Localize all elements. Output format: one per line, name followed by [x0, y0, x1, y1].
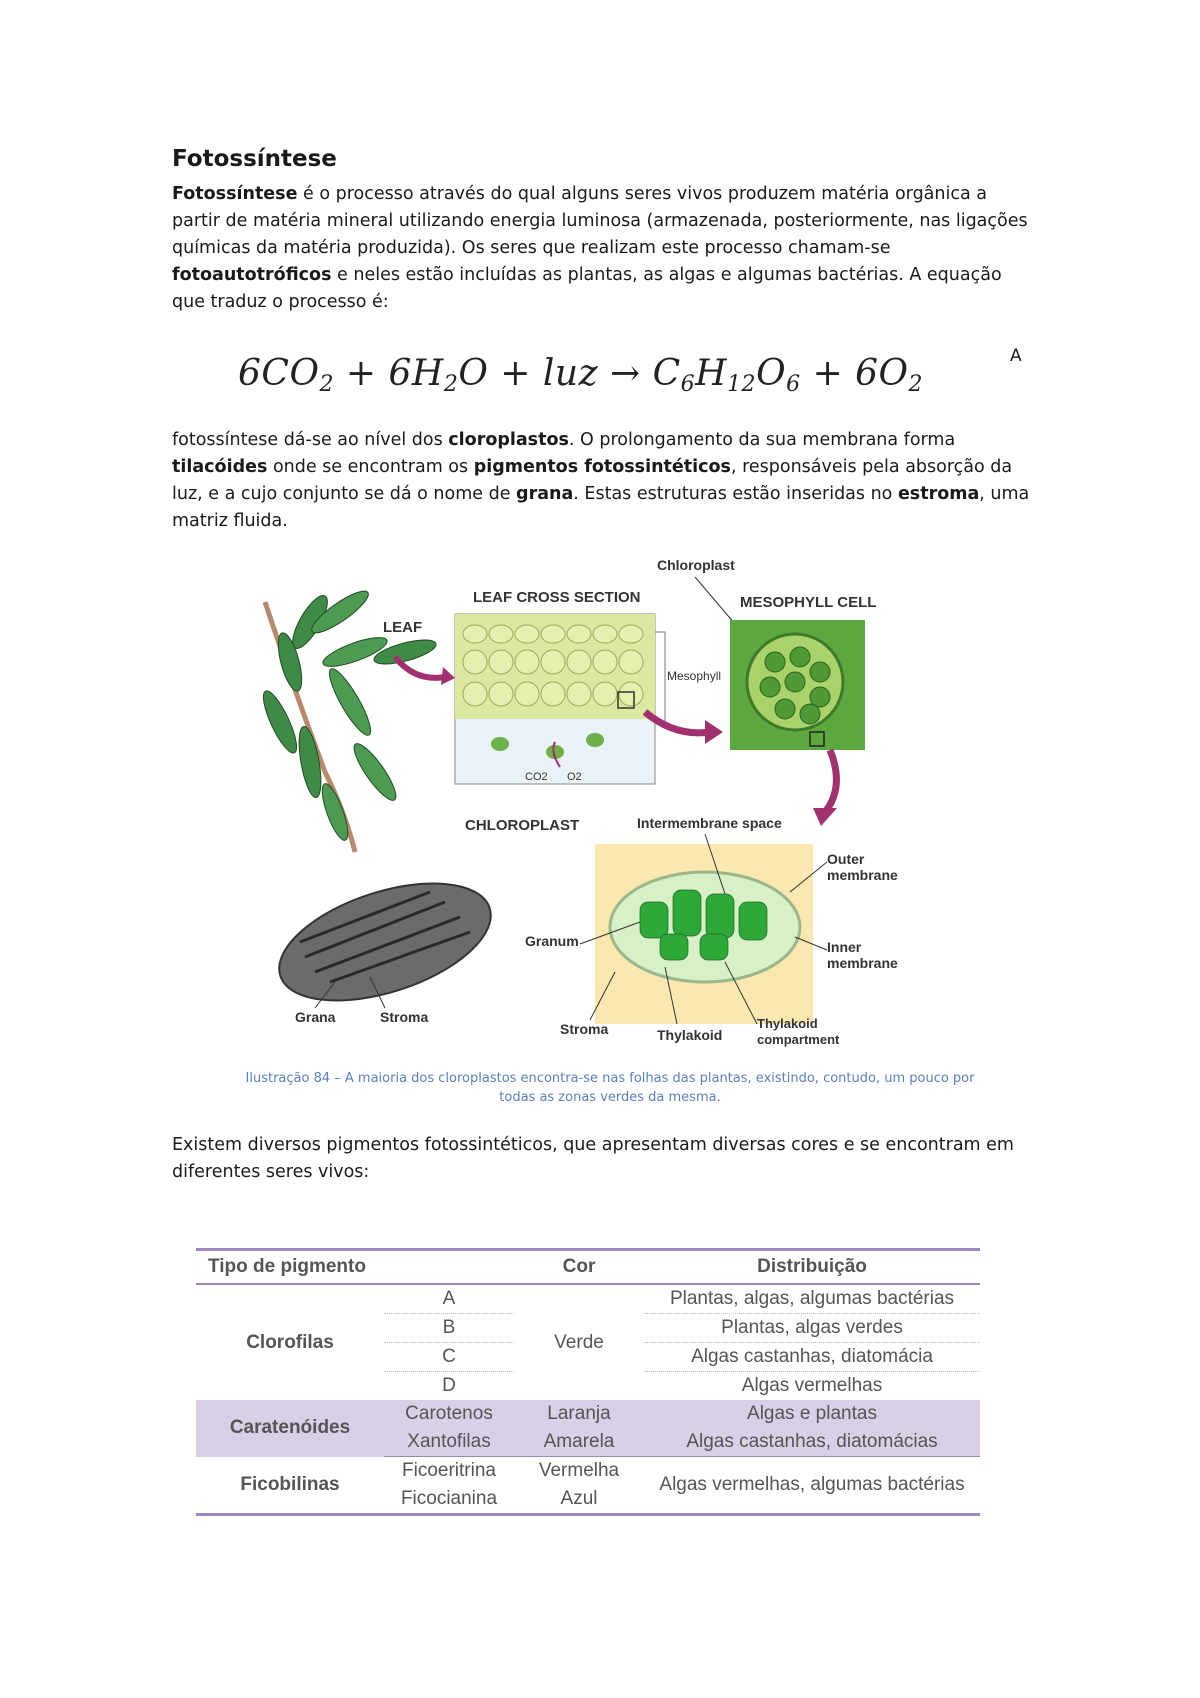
label-co2: CO2 — [525, 771, 548, 783]
figure-caption: Ilustração 84 – A maioria dos cloroplastos encontra-se nas folhas das plantas, existindo, contudo, um pouco por todas as zonas verdes da mesma. — [245, 1071, 975, 1105]
label-mesophyll-cell: MESOPHYLL CELL — [740, 594, 877, 611]
table-row: Ficocianina Azul — [196, 1485, 980, 1515]
label-outer-membrane-1: Outer — [827, 851, 865, 867]
label-outer-membrane-2: membrane — [827, 867, 898, 883]
table-header-row — [196, 1250, 980, 1285]
label-stroma-right: Stroma — [560, 1021, 609, 1037]
label-intermembrane: Intermembrane space — [637, 815, 782, 831]
chloroplast-paragraph: fotossíntese dá-se ao nível dos cloroplastos. O prolongamento da sua membrana forma tilacóides onde se encontram os pigmentos fotossintéticos, responsáveis pela absorção da luz, e a cujo conjunto se dá o nome de grana. Estas estruturas estão inseridas no estroma, uma matriz fluida. — [172, 430, 1030, 531]
term-estroma: estroma — [897, 484, 980, 504]
label-leaf-cross-section: LEAF CROSS SECTION — [473, 589, 641, 606]
label-thylakoid-compartment-2: compartment — [757, 1032, 840, 1047]
chloroplast-figure — [255, 557, 935, 1052]
label-chloroplast: Chloroplast — [657, 557, 735, 573]
term-cloroplastos: cloroplastos — [448, 430, 569, 450]
table-row: D Algas vermelhas — [442, 1375, 883, 1396]
term-fotoautotroficos: fotoautotróficos — [172, 265, 332, 285]
label-thylakoid-compartment-1: Thylakoid — [757, 1016, 818, 1031]
intro-text-a: é o processo através do qual alguns seres vivos produzem matéria orgânica a partir de matéria mineral utilizando energia luminosa (armazenada, posteriormente, nas ligações químicas da matéria produzida). Os seres que realizam este processo chamam-se — [172, 184, 1028, 258]
table-row: Clorofilas A Verde Plantas, algas, algumas bactérias — [196, 1284, 980, 1314]
label-mesophyll: Mesophyll — [667, 669, 722, 683]
pigment-table — [196, 1248, 980, 1516]
label-stroma-left: Stroma — [380, 1009, 429, 1025]
table-row: B Plantas, algas verdes — [196, 1314, 980, 1343]
term-tilacoides: tilacóides — [172, 457, 268, 477]
term-grana: grana — [516, 484, 574, 504]
table-row: Xantofilas Amarela Algas castanhas, diatomácias — [196, 1428, 980, 1457]
term-fotossintese: Fotossíntese — [172, 184, 298, 204]
group-ficobilinas: Ficobilinas — [196, 1457, 384, 1515]
label-leaf: LEAF — [383, 619, 423, 636]
marker-a: A — [1010, 346, 1022, 366]
pigments-paragraph: Existem diversos pigmentos fotossintéticos, que apresentam diversas cores e se encontram em diferentes seres vivos: — [172, 1135, 1014, 1182]
label-chloroplast-title: CHLOROPLAST — [465, 817, 580, 834]
group-clorofilas: Clorofilas — [246, 1331, 334, 1353]
label-inner-membrane-1: Inner — [827, 939, 862, 955]
group-carotenoides: Caratenóides — [196, 1400, 384, 1457]
term-pigmentos: pigmentos fotossintéticos — [473, 457, 731, 477]
table-row: C Algas castanhas, diatomácia — [196, 1343, 980, 1372]
label-inner-membrane-2: membrane — [827, 955, 898, 971]
header-distribuicao: Distribuição — [644, 1250, 980, 1285]
table-row: Ficobilinas Ficoeritrina Vermelha Algas vermelhas, algumas bactérias — [196, 1457, 980, 1486]
dist-ficobilinas: Algas vermelhas, algumas bactérias — [644, 1457, 980, 1515]
label-granum: Granum — [525, 933, 579, 949]
intro-paragraph — [172, 181, 1032, 316]
label-thylakoid: Thylakoid — [657, 1027, 723, 1043]
header-cor: Cor — [514, 1250, 644, 1285]
intro-text-b: e neles estão incluídas as plantas, as algas e algumas bactérias. A equação que traduz o processo é: — [172, 265, 1002, 312]
page-title: Fotossíntese — [172, 146, 337, 172]
label-grana: Grana — [295, 1009, 336, 1025]
label-o2: O2 — [567, 771, 582, 783]
photosynthesis-equation: $6CO_2 + 6H_2O$ + luz → $C_6H_{12}O_6 + 6O_2$ — [238, 353, 924, 397]
cor-verde: Verde — [554, 1331, 604, 1353]
table-row: Caratenóides Carotenos Laranja Algas e plantas — [196, 1400, 980, 1428]
header-tipo: Tipo de pigmento — [196, 1250, 514, 1285]
